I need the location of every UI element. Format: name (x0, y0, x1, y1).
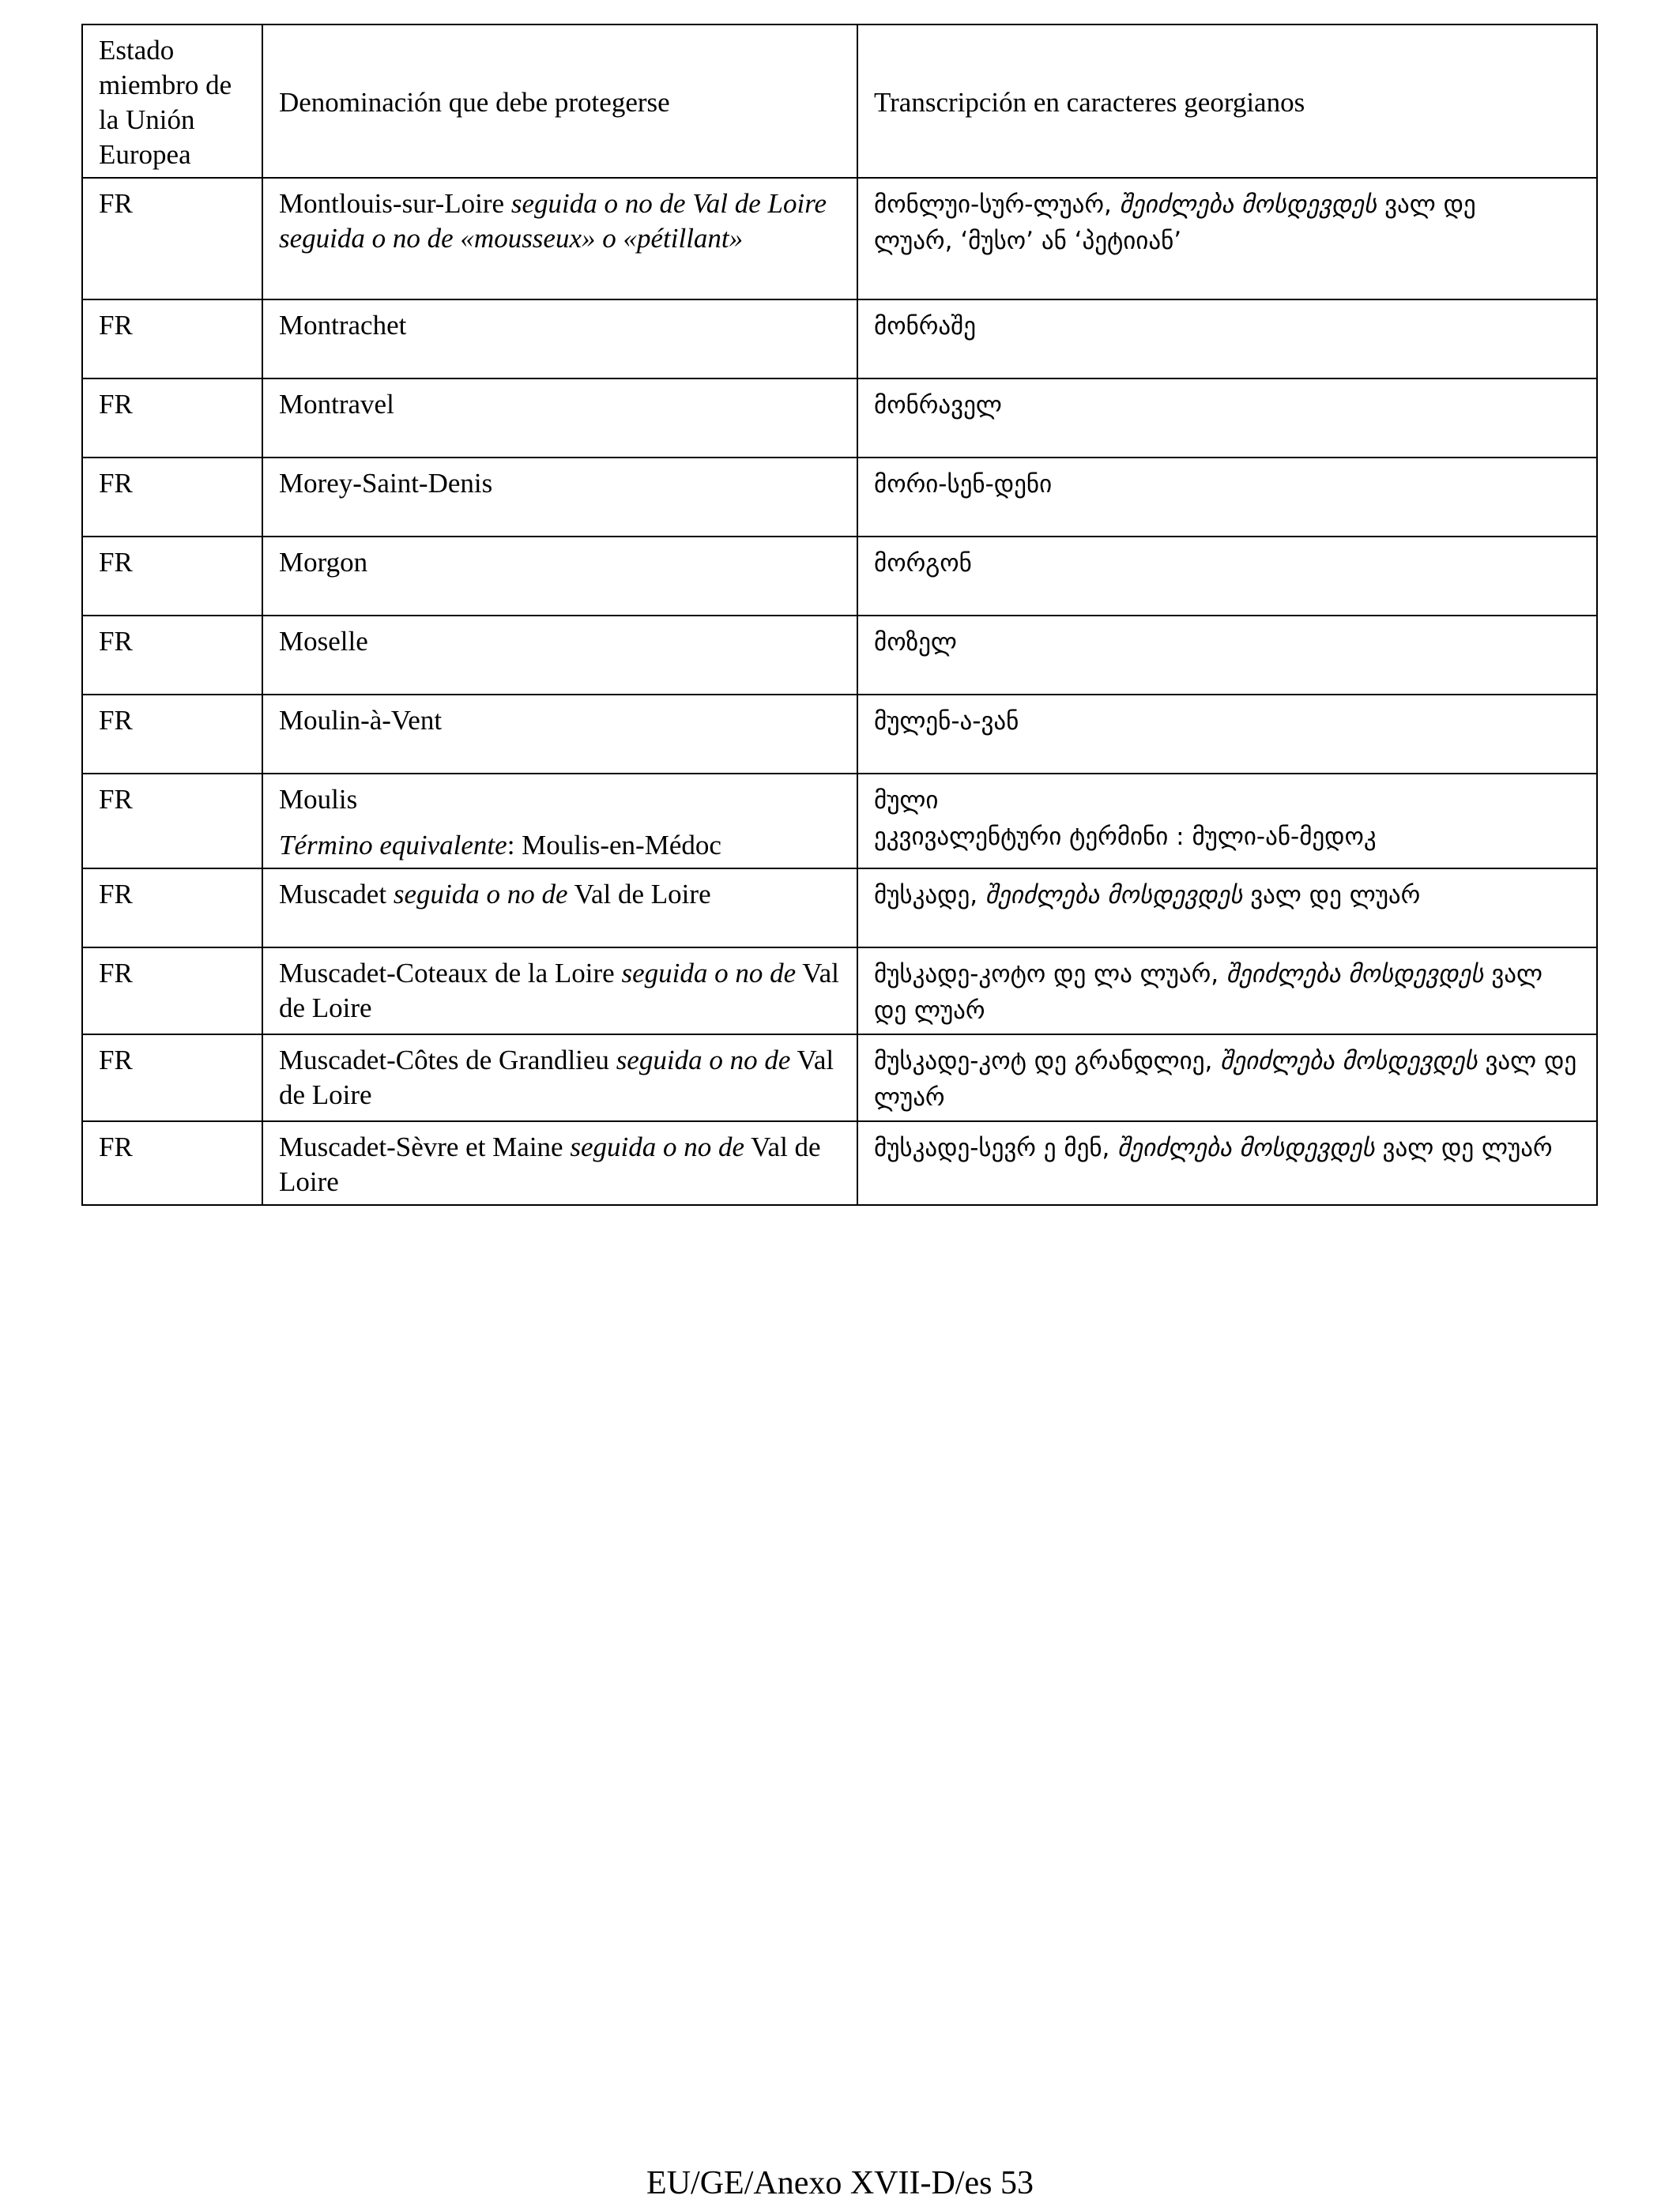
geo-qualifier: შეიძლება მოსდევდეს (1119, 190, 1377, 219)
cell-name: Morgon (262, 537, 857, 616)
cell-state: FR (82, 537, 262, 616)
name-text: Muscadet (279, 879, 387, 909)
cell-name (262, 947, 857, 1034)
table-row (82, 458, 1597, 537)
cell-state: FR (82, 178, 262, 299)
geo-text: ეკვივალენტური ტერმინი : მული-ან-მედოკ (874, 823, 1377, 851)
name-text: Val de Loire (279, 958, 839, 1023)
header-state-line: miembro de (99, 70, 232, 100)
name-text: Muscadet-Côtes de Grandlieu (279, 1045, 609, 1075)
table-row (82, 868, 1597, 947)
geo-text: მონლუი-სურ-ლუარ, (874, 190, 1120, 219)
cell-name (262, 178, 857, 299)
cell-state: FR (82, 458, 262, 537)
header-transcription: Transcripción en caracteres georgianos (857, 24, 1597, 178)
cell-state: FR (82, 695, 262, 774)
cell-transcription: მოზელ (857, 616, 1597, 695)
cell-state: FR (82, 774, 262, 868)
header-state-line: Estado (99, 35, 175, 66)
table-row (82, 774, 1597, 868)
geo-text: მუსკადე-სევრ ე მენ, (874, 1134, 1118, 1162)
geo-text: ვალ დე ლუარ (1242, 881, 1421, 909)
page-footer: EU/GE/Anexo XVII-D/es 53 (646, 2165, 1034, 2201)
cell-transcription: მორი-სენ-დენი (857, 458, 1597, 537)
cell-transcription: მონრაშე (857, 299, 1597, 378)
cell-name (262, 868, 857, 947)
table-header-row (82, 24, 1597, 178)
geo-text: მუსკადე-კოტ დე გრანდლიე, (874, 1047, 1221, 1075)
table-row (82, 616, 1597, 695)
name-text: Val de Loire (279, 1132, 821, 1197)
cell-transcription (857, 1121, 1597, 1205)
geo-text: მული (874, 786, 939, 815)
cell-transcription: მორგონ (857, 537, 1597, 616)
header-state-line: la Unión (99, 104, 195, 135)
table-row (82, 537, 1597, 616)
cell-name: Montrachet (262, 299, 857, 378)
table-row (82, 178, 1597, 299)
cell-state: FR (82, 947, 262, 1034)
geo-text: ვალ დე (1377, 190, 1476, 219)
cell-name: Morey-Saint-Denis (262, 458, 857, 537)
cell-state: FR (82, 299, 262, 378)
table-row (82, 378, 1597, 458)
cell-name (262, 774, 857, 868)
geo-text: ვალ დე ლუარ (874, 960, 1543, 1025)
table-row (82, 1121, 1597, 1205)
name-text: Val de Loire (567, 879, 711, 909)
equivalent-label: Término equivalente (279, 830, 507, 860)
geo-qualifier: შეიძლება მოსდევდეს (1117, 1134, 1375, 1162)
header-state (82, 24, 262, 178)
name-text: Muscadet-Sèvre et Maine (279, 1132, 563, 1162)
name-text: Moulis (279, 784, 358, 815)
geo-text: ვალ დე ლუარ (1374, 1134, 1553, 1162)
cell-state: FR (82, 1034, 262, 1121)
cell-transcription (857, 1034, 1597, 1121)
geo-text: მუსკადე, (874, 881, 985, 909)
cell-name (262, 1121, 857, 1205)
geo-qualifier: შეიძლება მოსდევდეს (1226, 960, 1484, 989)
cell-transcription: მონრაველ (857, 378, 1597, 458)
table-row (82, 947, 1597, 1034)
equivalent-value: : Moulis-en-Médoc (507, 830, 721, 860)
geo-qualifier: შეიძლება მოსდევდეს (985, 881, 1243, 909)
cell-transcription: მულენ-ა-ვან (857, 695, 1597, 774)
name-qualifier: seguida o no de (614, 958, 797, 989)
table-row (82, 695, 1597, 774)
header-name: Denominación que debe protegerse (262, 24, 857, 178)
cell-state: FR (82, 1121, 262, 1205)
name-qualifier: seguida o no de (386, 879, 568, 909)
table-row (82, 1034, 1597, 1121)
cell-name: Moulin-à-Vent (262, 695, 857, 774)
geo-text: მუსკადე-კოტო დე ლა ლუარ, (874, 960, 1226, 989)
cell-transcription (857, 774, 1597, 868)
cell-name: Moselle (262, 616, 857, 695)
name-qualifier: seguida o no de (608, 1045, 791, 1075)
header-state-line: Europea (99, 139, 191, 170)
cell-transcription (857, 178, 1597, 299)
cell-name (262, 1034, 857, 1121)
name-qualifier: seguida o no de (563, 1132, 745, 1162)
cell-transcription (857, 868, 1597, 947)
name-text: Montlouis-sur-Loire (279, 188, 505, 219)
name-text: Muscadet-Coteaux de la Loire (279, 958, 615, 989)
cell-state: FR (82, 868, 262, 947)
geo-text: ვალ დე ლუარ (874, 1047, 1577, 1112)
cell-state: FR (82, 616, 262, 695)
table-row (82, 299, 1597, 378)
cell-name: Montravel (262, 378, 857, 458)
name-text: Val de Loire (279, 1045, 834, 1110)
name-qualifier: seguida o no de Val de Loire seguida o no de «mousseux» o «pétillant» (279, 188, 827, 254)
cell-transcription (857, 947, 1597, 1034)
annex-table (81, 24, 1598, 1206)
equivalent-term (279, 828, 841, 863)
geo-text: ლუარ, ‘მუსო’ ან ‘პეტიიან’ (874, 227, 1182, 255)
geo-qualifier: შეიძლება მოსდევდეს (1220, 1047, 1478, 1075)
cell-state: FR (82, 378, 262, 458)
